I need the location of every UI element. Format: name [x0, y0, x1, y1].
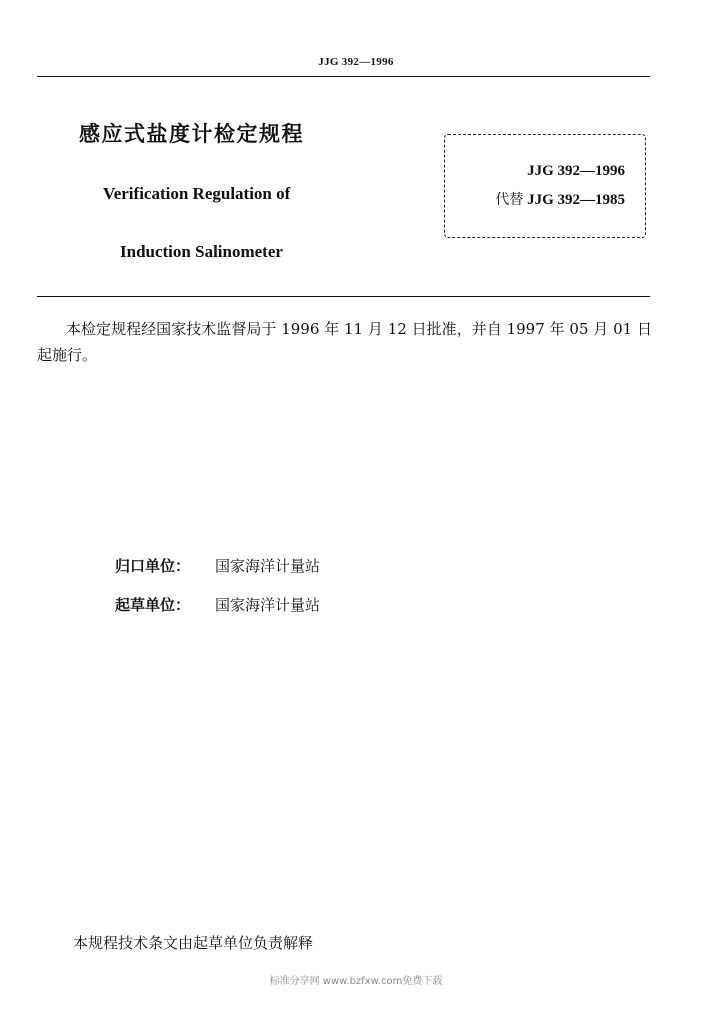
- interpretation-note: 本规程技术条文由起草单位负责解释: [73, 934, 314, 952]
- replaces-label: 代替: [495, 192, 524, 208]
- standard-code-box: [444, 134, 646, 238]
- organization-label: 归口单位：: [115, 557, 191, 575]
- title-english-line1: Verification Regulation of: [103, 184, 291, 203]
- standard-code: JJG 392—1996: [527, 163, 625, 179]
- title-english-line2: Induction Salinometer: [120, 242, 283, 261]
- middle-rule: [37, 296, 650, 297]
- replaces-code: JJG 392—1985: [527, 192, 625, 208]
- document-code-header: JJG 392—1996: [318, 56, 394, 68]
- organization-value: 国家海洋计量站: [215, 596, 321, 614]
- top-rule: [37, 76, 650, 77]
- replaces-line: [495, 189, 625, 209]
- organization-value: 国家海洋计量站: [215, 557, 321, 575]
- approval-paragraph: 本检定规程经国家技术监督局于 1996 年 11 月 12 日批准，并自 1997 年 05 月 01 日起施行。: [37, 320, 652, 364]
- title-chinese: 感应式盐度计检定规程: [79, 122, 304, 146]
- footer-watermark: 标准分享网 www.bzfxw.com免费下载: [269, 976, 443, 987]
- organization-row-responsible: [115, 555, 320, 576]
- organization-row-drafter: [115, 594, 320, 615]
- organization-label: 起草单位：: [115, 596, 191, 614]
